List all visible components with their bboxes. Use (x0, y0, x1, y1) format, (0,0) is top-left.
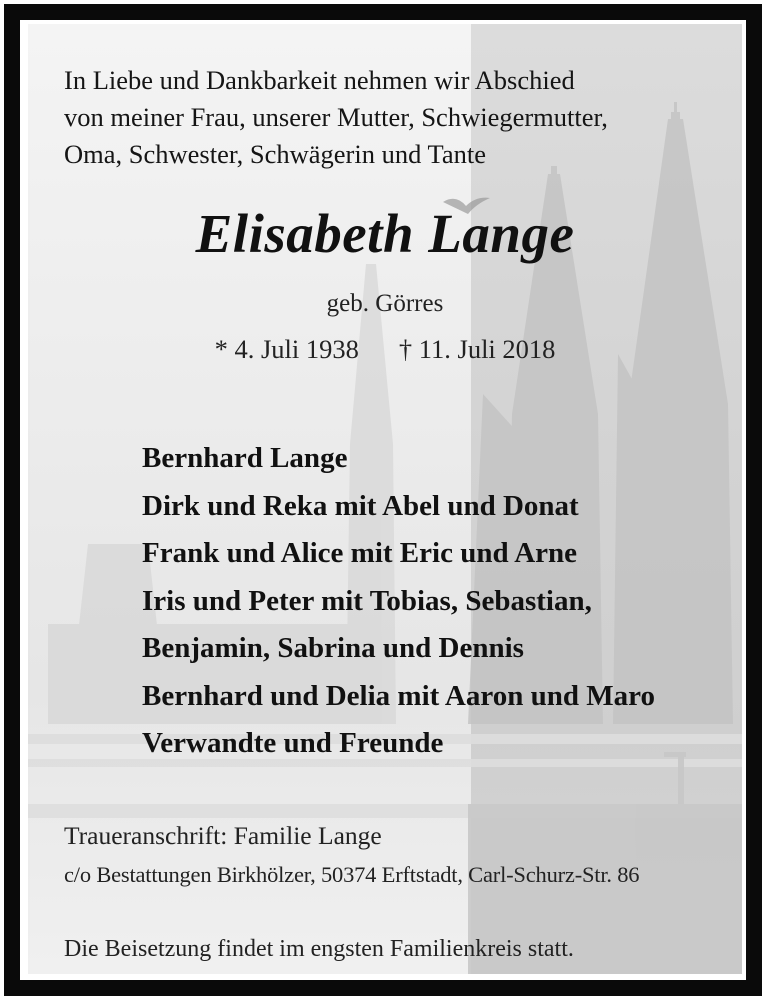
mourner-line: Dirk und Reka mit Abel und Donat (142, 489, 579, 522)
birth-date: * 4. Juli 1938 (214, 334, 359, 364)
intro-line-3: Oma, Schwester, Schwägerin und Tante (64, 139, 486, 169)
death-date: † 11. Juli 2018 (398, 334, 556, 364)
life-dates (28, 334, 742, 365)
mourner-line: Frank und Alice mit Eric und Arne (142, 537, 578, 569)
intro-line-2: von meiner Frau, unserer Mutter, Schwiegermutter, (64, 102, 608, 132)
mourners-list (142, 435, 655, 768)
mourner-line: Iris und Peter mit Tobias, Sebastian, (142, 584, 592, 617)
mourner-line: Bernhard Lange (142, 442, 348, 474)
mourner-line: Verwandte und Freunde (142, 727, 444, 759)
intro-line-1: In Liebe und Dankbarkeit nehmen wir Abschied (64, 65, 575, 95)
obituary-frame (4, 4, 762, 996)
burial-note: Die Beisetzung findet im engsten Familienkreis statt. (64, 936, 574, 962)
intro-text (64, 62, 724, 173)
mourner-line: Bernhard und Delia mit Aaron und Maro (142, 679, 655, 712)
mourning-address-title: Traueranschrift: Familie Lange (64, 821, 382, 850)
obituary-content (28, 24, 742, 974)
mourning-address-detail: c/o Bestattungen Birkhölzer, 50374 Erftstadt, Carl-Schurz-Str. 86 (64, 862, 640, 887)
deceased-name: Elisabeth Lange (195, 203, 575, 264)
mourner-line: Benjamin, Sabrina und Dennis (142, 632, 524, 664)
birth-name: geb. Görres (326, 290, 444, 317)
